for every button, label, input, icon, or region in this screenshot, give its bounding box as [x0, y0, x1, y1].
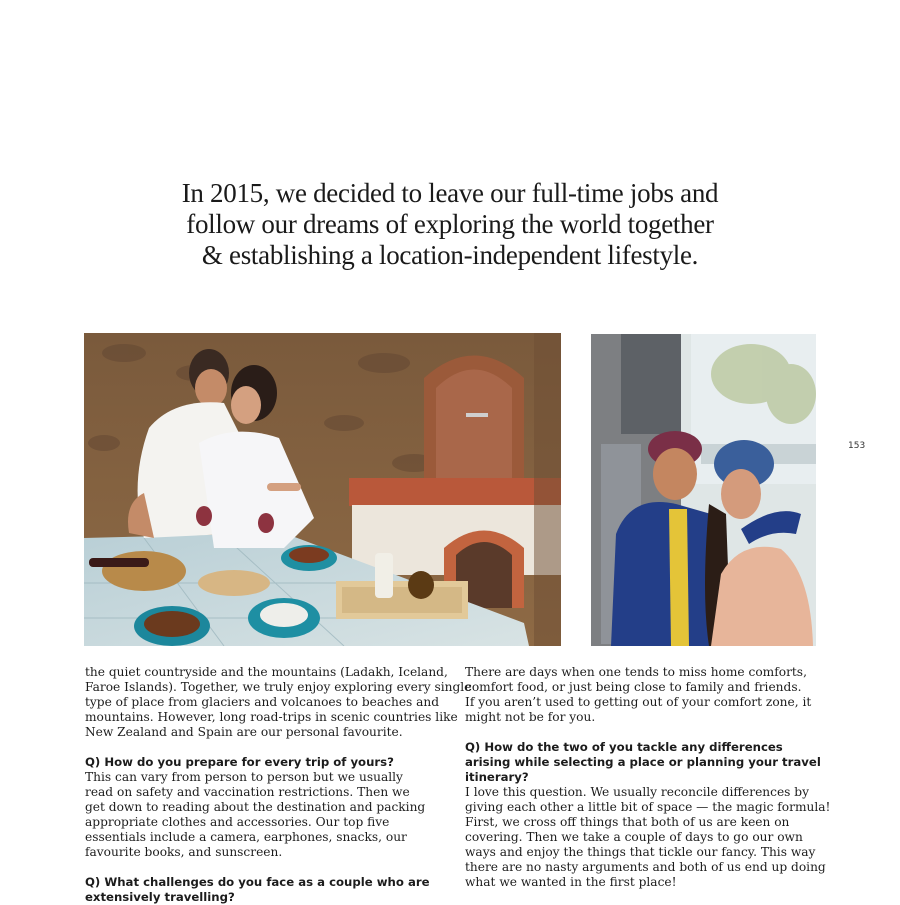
text-line: what we wanted in the first place! — [465, 875, 677, 889]
couple-in-winter-hats-photo — [591, 334, 816, 646]
text-line: If you aren’t used to getting out of your comfort zone, it — [465, 695, 812, 709]
text-line: covering. Then we take a couple of days to go our own — [465, 830, 803, 844]
interview-answer — [85, 770, 445, 860]
question-line: Q) How do you prepare for every trip of yours? — [85, 755, 394, 769]
text-line: I love this question. We usually reconcile differences by — [465, 785, 809, 799]
question-line: Q) What challenges do you face as a couple who are — [85, 875, 430, 889]
text-line: there are no nasty arguments and both of us end up doing — [465, 860, 826, 874]
interview-answer — [465, 785, 831, 890]
text-line: Faroe Islands). Together, we truly enjoy exploring every single — [85, 680, 472, 694]
text-line: appropriate clothes and accessories. Our top five — [85, 815, 390, 829]
text-line: type of place from glaciers and volcanoes to beaches and — [85, 695, 440, 709]
paragraph — [465, 665, 817, 725]
text-line: There are days when one tends to miss home comforts, — [465, 665, 807, 679]
text-line: favourite books, and sunscreen. — [85, 845, 283, 859]
text-line: comfort food, or just being close to family and friends. — [465, 680, 802, 694]
text-column-right — [465, 665, 831, 890]
interview-question — [465, 740, 821, 785]
text-line: read on safety and vaccination restrictions. Then we — [85, 785, 410, 799]
text-line: essentials include a camera, earphones, snacks, our — [85, 830, 407, 844]
text-line: First, we cross off things that both of us are keen on — [465, 815, 790, 829]
question-line: arising while selecting a place or planning your travel — [465, 755, 821, 769]
text-line: New Zealand and Spain are our personal favourite. — [85, 725, 403, 739]
text-line: the quiet countryside and the mountains (Ladakh, Iceland, — [85, 665, 448, 679]
pull-quote — [150, 178, 750, 271]
pull-quote-line: & establishing a location-independent lifestyle. — [201, 240, 699, 270]
question-line: itinerary? — [465, 770, 529, 784]
interview-question — [85, 755, 445, 770]
pull-quote-line: follow our dreams of exploring the world together — [186, 209, 714, 239]
text-line: This can vary from person to person but we usually — [85, 770, 403, 784]
text-line: mountains. However, long road-trips in scenic countries like — [85, 710, 458, 724]
text-line: get down to reading about the destination and packing — [85, 800, 426, 814]
question-line: extensively travelling? — [85, 890, 235, 904]
pull-quote-line: In 2015, we decided to leave our full-time jobs and — [181, 178, 719, 208]
interview-question — [85, 875, 445, 905]
text-column-left — [85, 665, 472, 905]
question-line: Q) How do the two of you tackle any differences — [465, 740, 783, 754]
page-number: 153 — [848, 441, 866, 451]
text-line: ways and enjoy the things that tickle our fancy. This way — [465, 845, 816, 859]
text-line: giving each other a little bit of space — the magic formula! — [465, 800, 831, 814]
couple-at-rustic-table-photo — [84, 333, 561, 646]
paragraph — [85, 665, 472, 740]
text-line: might not be for you. — [465, 710, 596, 724]
